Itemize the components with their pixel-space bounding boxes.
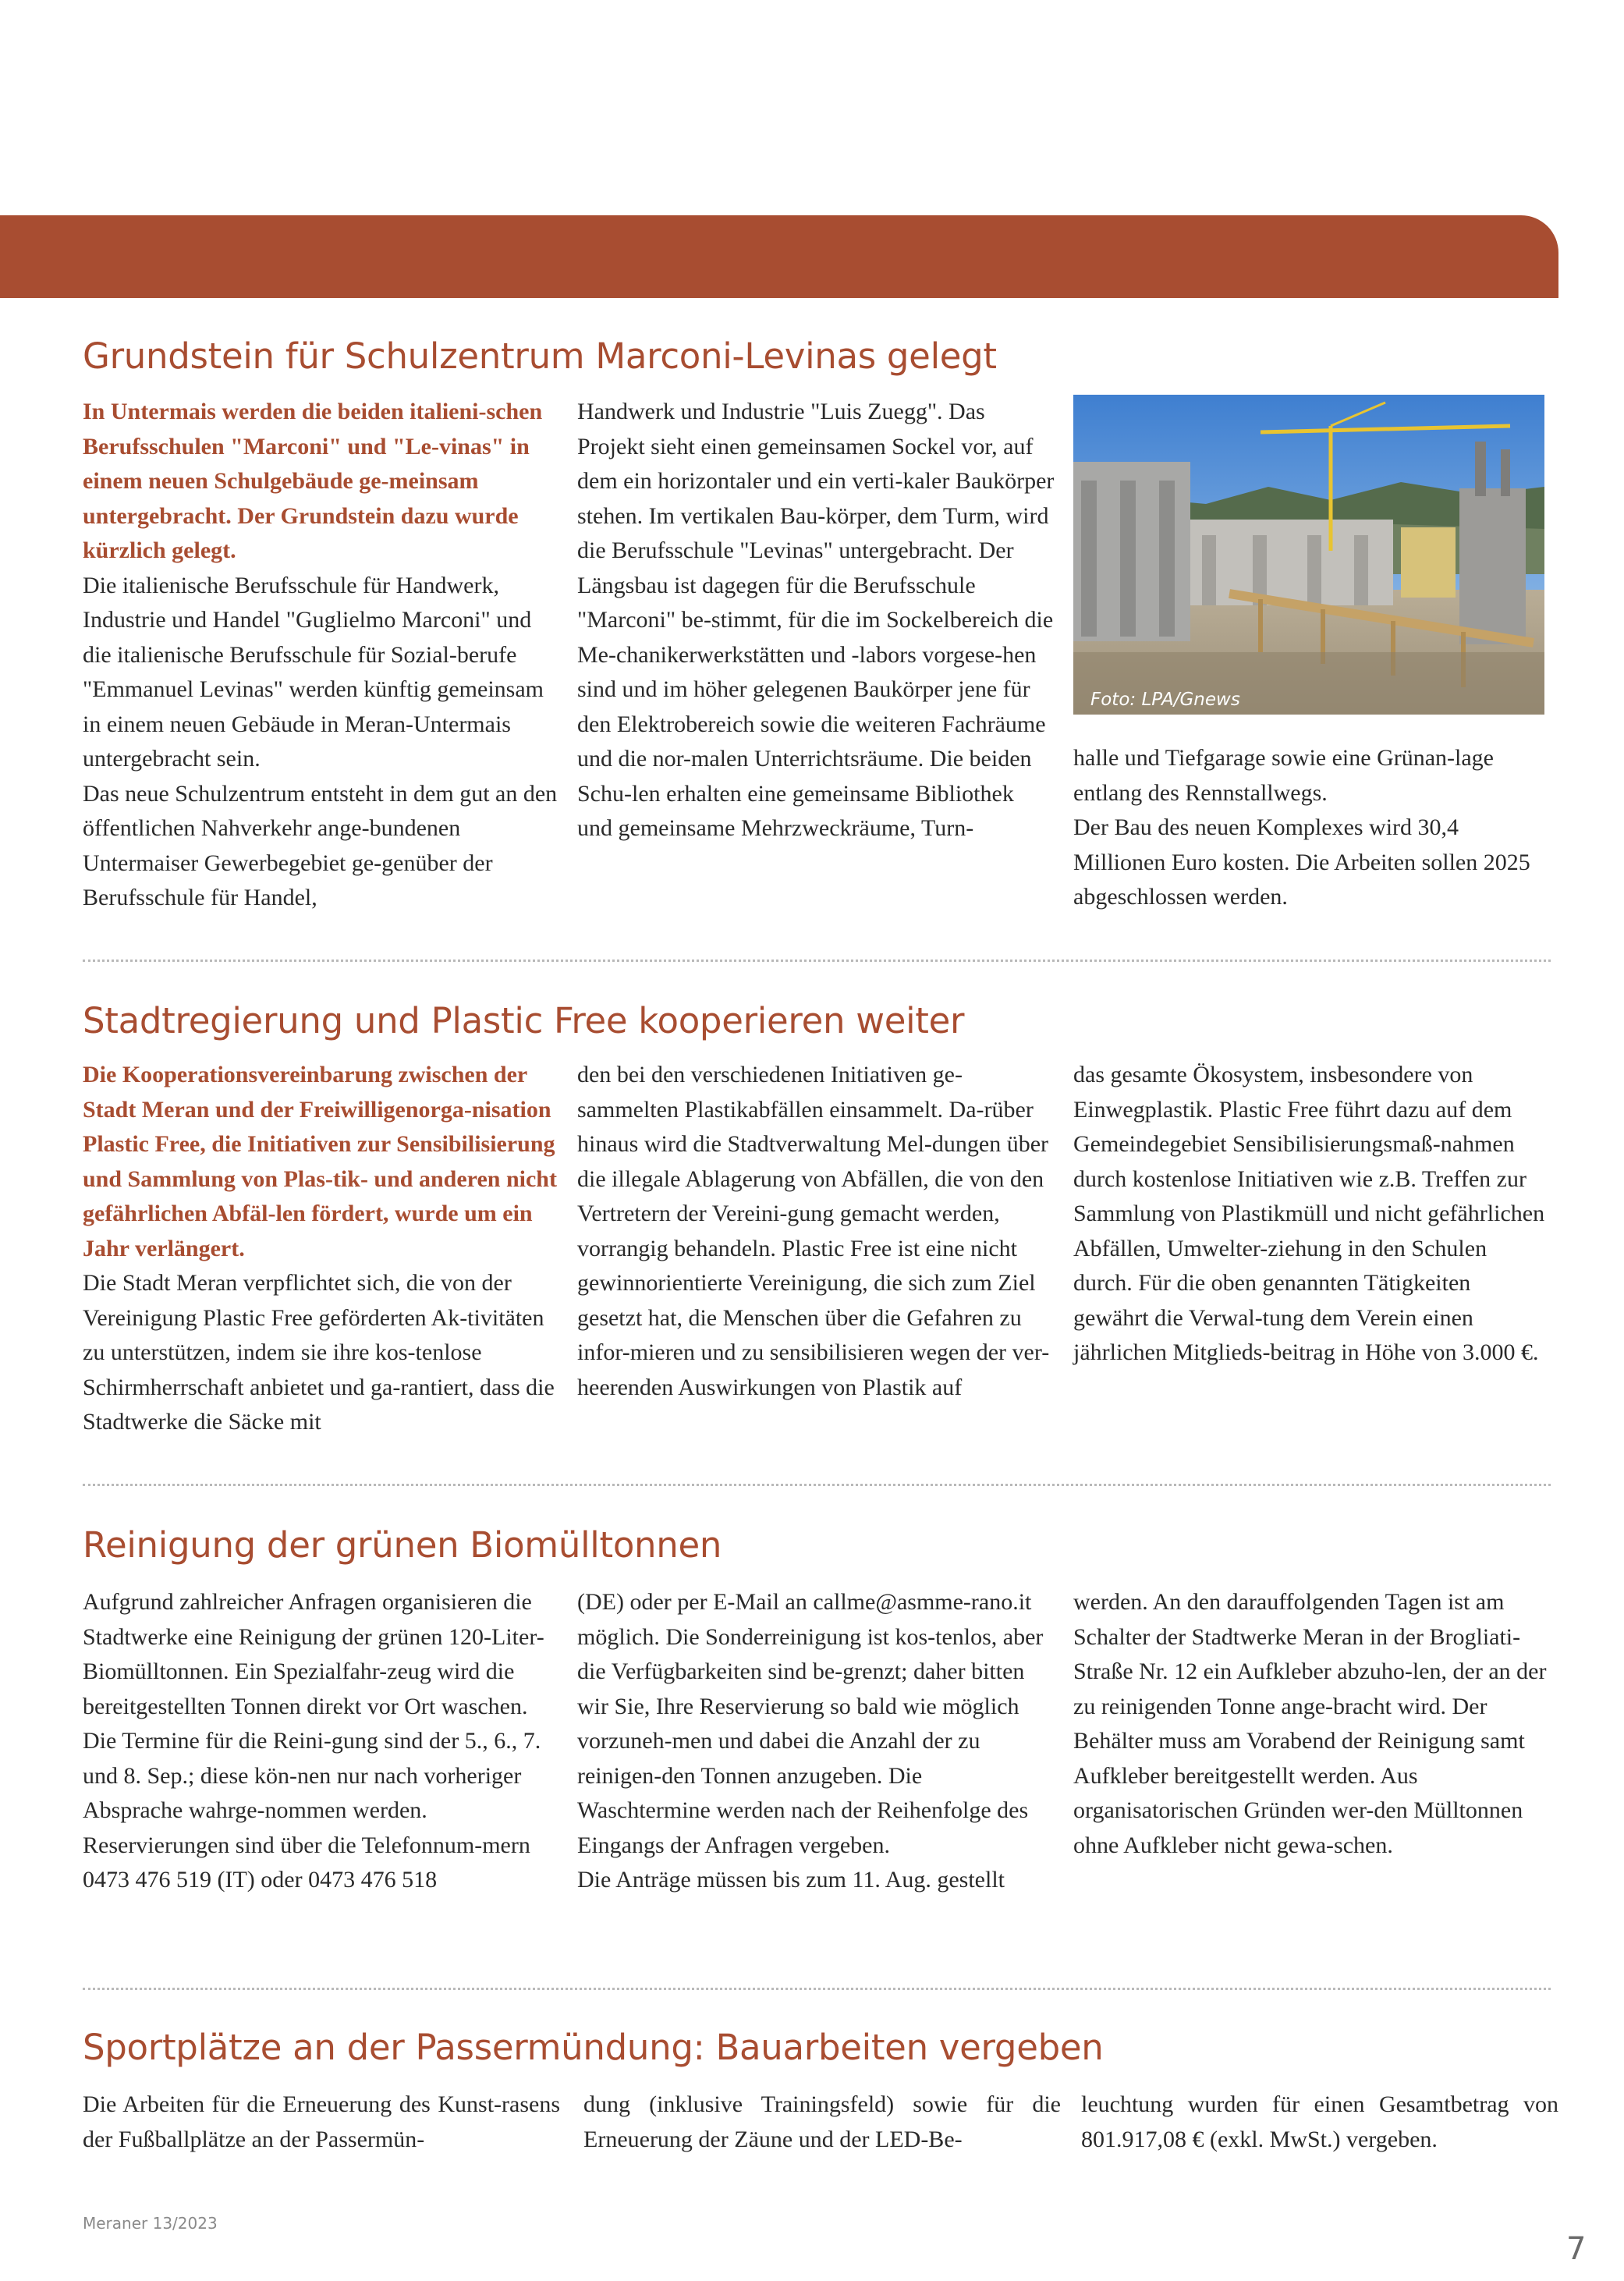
article2-column-1 [83, 1058, 560, 1440]
article4-column-1 [83, 2088, 560, 2157]
article2-lead: Die Kooperationsvereinbarung zwischen der Stadt Meran und der Freiwilligenorga-nisation Plastic Free, die Initiativen zur Sensibilisierung und Sammlung von Plas-tik- und anderen nicht gefährlichen Abfäl-len fördert, wurde um ein Jahr verlängert. [83, 1062, 557, 1261]
article-headline-plastic-free: Stadtregierung und Plastic Free kooperieren weiter [83, 1000, 965, 1041]
article2-column-3 [1073, 1058, 1551, 1371]
article1-lead: In Untermais werden die beiden italieni-schen Berufsschulen "Marconi" und "Le-vinas" in einem neuen Schulgebäude ge-meinsam untergebracht. Der Grundstein dazu wurde kürzlich gelegt. [83, 399, 543, 563]
article3-paragraph: Die Anträge müssen bis zum 11. Aug. gestellt [577, 1867, 1005, 1893]
header-band [0, 215, 1558, 298]
article2-paragraph: den bei den verschiedenen Initiativen ge-sammelten Plastikabfällen einsammelt. Da-rüber hinaus wird die Stadtverwaltung Mel-dungen über die illegale Ablagerung von Abfällen, die von den Vertretern der Vereini-gung gemacht werden, vorrangig behandeln. Plastic Free ist eine nicht gewinnorientierte Vereinigung, die sich zum Ziel gesetzt hat, die Menschen über die Gefahren zu infor-mieren und zu sensibilisieren wegen der ver-heerenden Auswirkungen von Plastik auf [577, 1062, 1050, 1400]
article3-paragraph: Aufgrund zahlreicher Anfragen organisieren die Stadtwerke eine Reinigung der grünen 120-Liter-Biomülltonnen. Ein Spezialfahr-zeug wird die bereitgestellten Tonnen direkt vor Ort waschen. Die Termine für die Reini-gung sind der 5., 6., 7. und 8. Sep.; diese kön-nen nur nach vorheriger Absprache wahrge-nommen werden. [83, 1589, 544, 1823]
article1-paragraph: Die italienische Berufsschule für Handwerk, Industrie und Handel "Guglielmo Marconi" und die italienische Berufsschule für Sozial-berufe "Emmanuel Levinas" werden künftig gemeinsam in einem neuen Gebäude in Meran-Untermais untergebracht sein. [83, 572, 544, 772]
section-divider [83, 1988, 1551, 1990]
article3-paragraph: werden. An den darauffolgenden Tagen ist am Schalter der Stadtwerke Meran in der Brogliati-Straße Nr. 12 ein Aufkleber abzuho-len, der an der zu reinigenden Tonne ange-bracht wird. Der Behälter muss am Vorabend der Reinigung samt Aufkleber bereitgestellt werden. Aus organisatorischen Gründen wer-den Mülltonnen ohne Aufkleber nicht gewa-schen. [1073, 1589, 1547, 1858]
article1-column-3 [1073, 741, 1551, 915]
issue-label: Meraner 13/2023 [83, 2214, 218, 2233]
article3-column-1 [83, 1585, 560, 1898]
article1-column-1 [83, 395, 560, 916]
photo-caption: Foto: LPA/Gnews [1090, 690, 1240, 710]
article3-paragraph: Reservierungen sind über die Telefonnum-mern 0473 476 519 (IT) oder 0473 476 518 [83, 1832, 530, 1893]
article4-paragraph: Die Arbeiten für die Erneuerung des Kunst-rasens der Fußballplätze an der Passermün- [83, 2091, 560, 2152]
article3-column-2 [577, 1585, 1055, 1898]
article1-paragraph: Handwerk und Industrie "Luis Zuegg". Das Projekt sieht einen gemeinsamen Sockel vor, auf dem ein horizontaler und ein verti-kaler Baukörper stehen. Im vertikalen Bau-körper, dem Turm, wird die Berufsschule "Levinas" untergebracht. Der Längsbau ist dagegen für die Berufsschule "Marconi" be-stimmt, für die im Sockelbereich die Me-chanikerwerkstätten und -labors vorgese-hen sind und im höher gelegenen Baukörper jene für den Elektrobereich sowie die weiteren Fachräume und die nor-malen Unterrichtsräume. Die beiden Schu-len erhalten eine gemeinsame Bibliothek und gemeinsame Mehrzweckräume, Turn- [577, 399, 1055, 841]
section-divider [83, 960, 1551, 962]
article1-paragraph: Das neue Schulzentrum entsteht in dem gut an den öffentlichen Nahverkehr ange-bundenen Untermaiser Gewerbegebiet ge-genüber der Berufsschule für Handel, [83, 780, 558, 910]
article3-paragraph: (DE) oder per E-Mail an callme@asmme-rano.it möglich. Die Sonderreinigung ist kos-tenlos, aber die Verfügbarkeiten sind be-grenzt; daher bitten wir Sie, Ihre Reservierung so bald wie möglich vorzuneh-men und dabei die Anzahl der zu reinigen-den Tonnen anzugeben. Die Waschtermine werden nach der Reihenfolge des Eingangs der Anfragen vergeben. [577, 1589, 1044, 1858]
article1-paragraph: halle und Tiefgarage sowie eine Grünan-lage entlang des Rennstallwegs. [1073, 745, 1494, 806]
article2-column-2 [577, 1058, 1055, 1405]
article2-paragraph: Die Stadt Meran verpflichtet sich, die von der Vereinigung Plastic Free geförderten Ak-tivitäten zu unterstützen, indem sie ihre kos-tenlose Schirmherrschaft anbietet und ga-rantiert, dass die Stadtwerke die Säcke mit [83, 1270, 555, 1435]
construction-site-photo [1073, 395, 1544, 715]
article4-column-2 [583, 2088, 1061, 2157]
section-divider [83, 1484, 1551, 1486]
article4-paragraph: dung (inklusive Trainingsfeld) sowie für die Erneuerung der Zäune und der LED-Be- [583, 2091, 1061, 2152]
article-headline-sportplaetze: Sportplätze an der Passermündung: Bauarbeiten vergeben [83, 2027, 1104, 2068]
page-number: 7 [1566, 2231, 1587, 2267]
article3-column-3 [1073, 1585, 1551, 1863]
construction-photo-illustration [1073, 395, 1544, 715]
article-headline-biomuell: Reinigung der grünen Biomülltonnen [83, 1524, 722, 1566]
article2-paragraph: das gesamte Ökosystem, insbesondere von Einwegplastik. Plastic Free führt dazu auf dem Gemeindegebiet Sensibilisierungsmaß-nahmen durch kostenlose Initiativen wie z.B. Treffen zur Sammlung von Plastikmüll und nicht gefährlichen Abfällen, Umwelter-ziehung in den Schulen durch. Für die oben genannten Tätigkeiten gewährt die Verwal-tung dem Verein einen jährlichen Mitglieds-beitrag in Höhe von 3.000 €. [1073, 1062, 1545, 1365]
article-headline-schulzentrum: Grundstein für Schulzentrum Marconi-Levinas gelegt [83, 335, 997, 377]
article4-paragraph: leuchtung wurden für einen Gesamtbetrag von 801.917,08 € (exkl. MwSt.) vergeben. [1081, 2091, 1558, 2152]
article1-column-2 [577, 395, 1055, 846]
article4-column-3 [1081, 2088, 1558, 2157]
article1-paragraph: Der Bau des neuen Komplexes wird 30,4 Millionen Euro kosten. Die Arbeiten sollen 2025 abgeschlossen werden. [1073, 814, 1530, 910]
